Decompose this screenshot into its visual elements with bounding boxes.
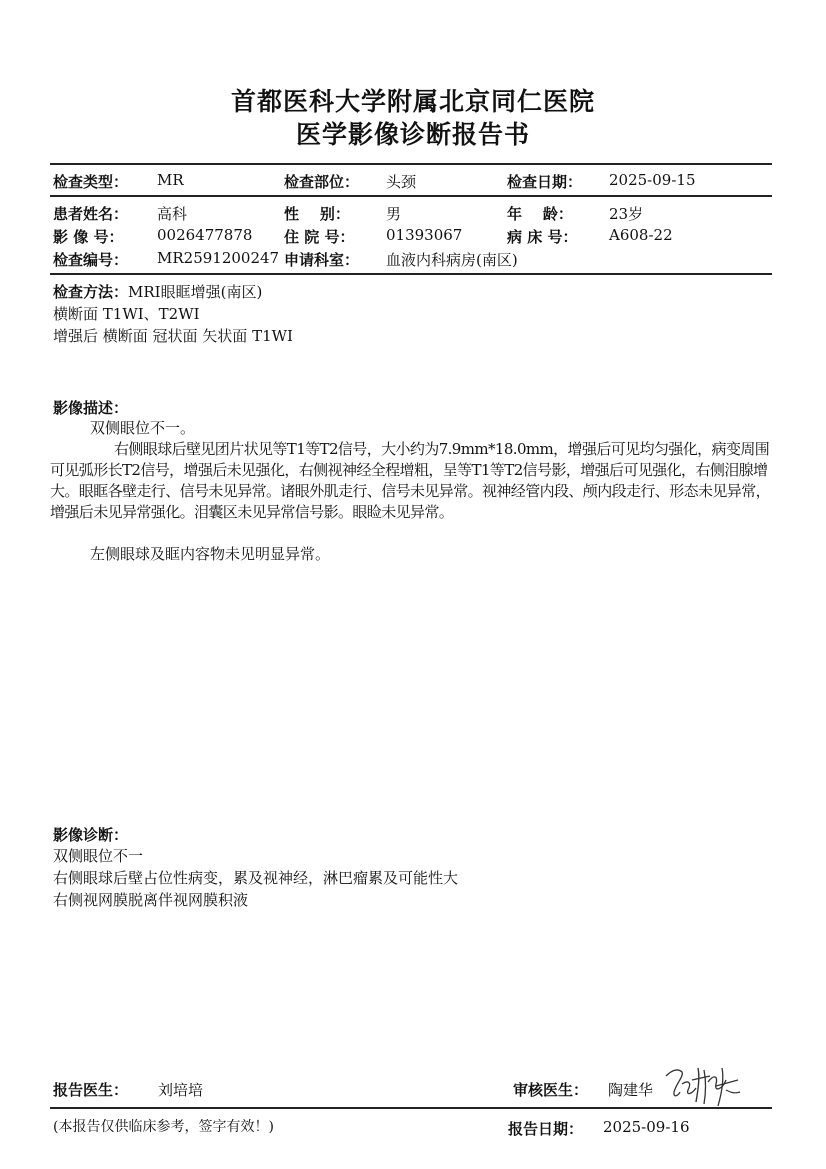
exam-method-label: 检查方法： — [53, 283, 129, 301]
exam-method — [53, 281, 262, 302]
image-no-value: 0026477878 — [157, 226, 253, 244]
diagnosis-line-1: 双侧眼位不一 — [53, 847, 144, 865]
exam-method-line-2: 增强后 横断面 冠状面 矢状面 T1WI — [53, 327, 293, 345]
bed-no-label: 病 床 号： — [507, 228, 578, 246]
dept-value: 血液内科病房(南区) — [386, 251, 518, 269]
exam-date-label: 检查日期： — [507, 173, 583, 191]
exam-site-label: 检查部位： — [284, 173, 360, 191]
signature-image — [662, 1062, 744, 1108]
findings-paragraph-1: 双侧眼位不一。 — [90, 419, 196, 437]
exam-type-value: MR — [157, 171, 184, 189]
age-value: 23岁 — [609, 205, 644, 223]
disclaimer-note: (本报告仅供临床参考，签字有效！) — [53, 1119, 274, 1135]
reviewer-value: 陶建华 — [608, 1081, 654, 1099]
age-label: 年 龄： — [507, 205, 573, 223]
report-date-value: 2025-09-16 — [603, 1118, 690, 1136]
inpatient-no-label: 住 院 号： — [284, 228, 355, 246]
hospital-name: 首都医科大学附属北京同仁医院 — [230, 87, 595, 116]
sex-value: 男 — [386, 205, 402, 223]
findings-label: 影像描述： — [53, 399, 129, 417]
header-top-divider — [50, 163, 772, 165]
findings-paragraph-3: 左侧眼球及眶内容物未见明显异常。 — [90, 545, 331, 563]
inpatient-no-value: 01393067 — [386, 226, 463, 244]
findings-paragraph-2: 右侧眼球后壁见团片状见等T1等T2信号，大小约为7.9mm*18.0mm，增强后可见均匀强化，病变周围可见弧形长T2信号，增强后未见强化，右侧视神经全程增粗，呈等T1等T2信号影，增强后可见强化，右侧泪腺增大。眼眶各壁走行、信号未见异常。诸眼外肌走行、信号未见异常。视神经管内段、颅内段走行、形态未见异常，增强后未见异常强化。泪囊区未见异常信号影。眼睑未见异常。 — [50, 440, 771, 521]
exam-site-value: 头颈 — [386, 173, 417, 191]
exam-method-line-1: 横断面 T1WI、T2WI — [53, 305, 200, 323]
patient-name-label: 患者姓名： — [53, 205, 129, 223]
image-no-label: 影 像 号： — [53, 228, 124, 246]
patient-name-value: 高科 — [157, 205, 188, 223]
report-date-label: 报告日期： — [508, 1120, 584, 1138]
diagnosis-line-2: 右侧眼球后壁占位性病变，累及视神经，淋巴瘤累及可能性大 — [53, 869, 459, 887]
report-title: 医学影像诊断报告书 — [295, 120, 530, 149]
exam-no-label: 检查编号： — [53, 251, 129, 269]
sex-label: 性 别： — [284, 205, 350, 223]
header-bottom-divider — [50, 273, 772, 275]
exam-method-value: MRI眼眶增强(南区) — [128, 283, 263, 301]
diagnosis-line-3: 右侧视网膜脱离伴视网膜积液 — [53, 891, 249, 909]
dept-label: 申请科室： — [284, 251, 360, 269]
report-doctor-label: 报告医生： — [53, 1081, 129, 1099]
header-mid-divider — [50, 195, 772, 197]
exam-type-label: 检查类型： — [53, 173, 129, 191]
exam-no-value: MR2591200247 — [157, 249, 280, 267]
bed-no-value: A608-22 — [609, 226, 673, 244]
report-doctor-value: 刘培培 — [158, 1081, 204, 1099]
footer-divider — [50, 1107, 772, 1109]
diagnosis-label: 影像诊断： — [53, 826, 129, 844]
reviewer-label: 审核医生： — [513, 1081, 589, 1099]
exam-date-value: 2025-09-15 — [609, 171, 696, 189]
